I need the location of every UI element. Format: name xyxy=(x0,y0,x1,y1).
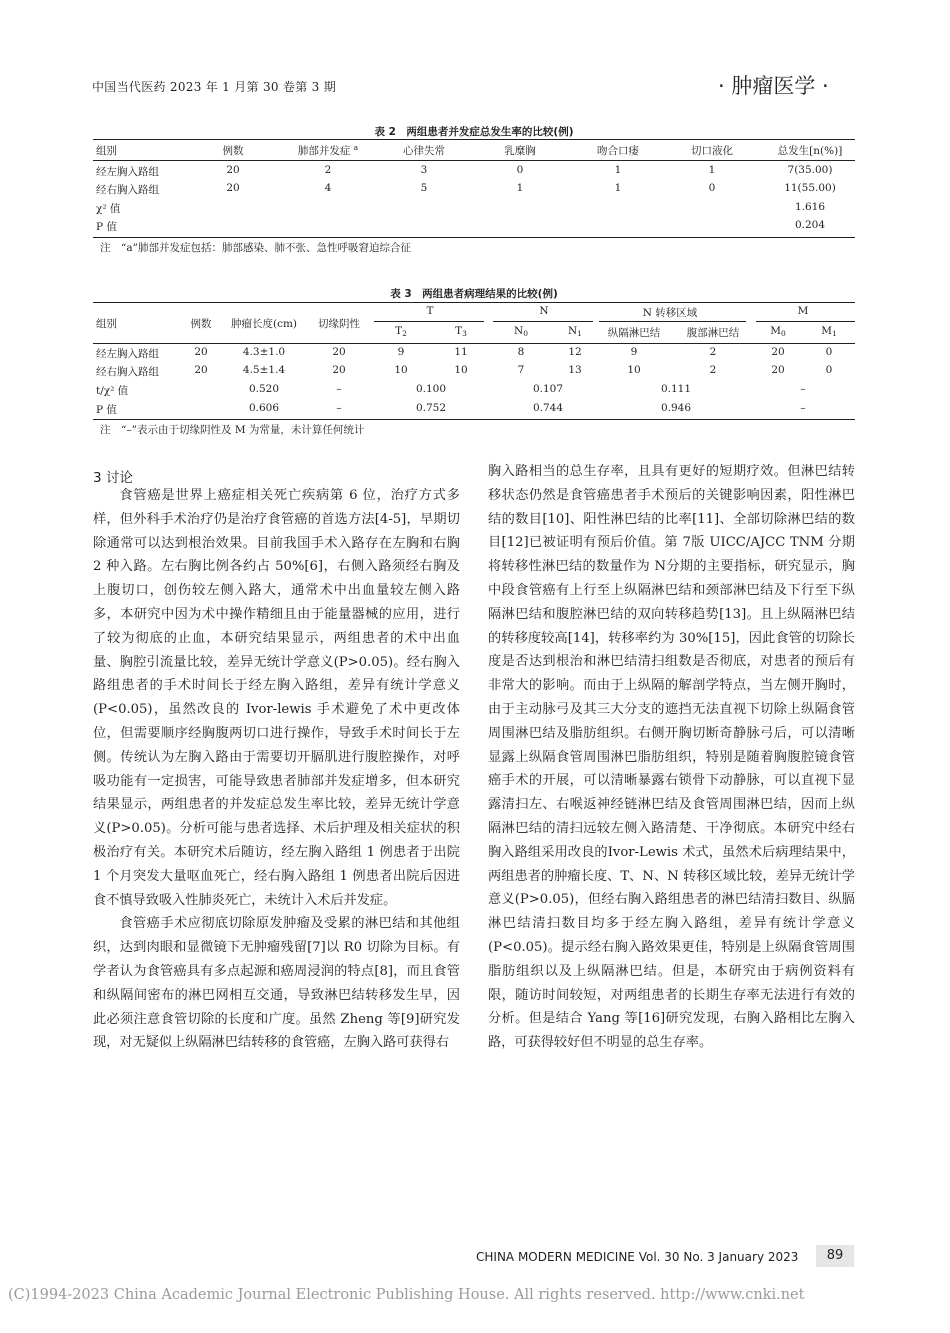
t3-r1-abdominal: 2 xyxy=(709,346,717,358)
t3-r2-abdominal: 2 xyxy=(709,364,717,376)
t3-r2-T3: 10 xyxy=(454,364,468,376)
t3-r2-N0: 7 xyxy=(517,364,525,376)
t3-p-N-region: 0.946 xyxy=(660,402,692,414)
t3-header-M: M xyxy=(797,305,809,317)
t3-stat-length: 0.520 xyxy=(248,383,280,395)
t3-r2-mediastinal: 10 xyxy=(627,364,641,376)
t3-r2-N1: 13 xyxy=(568,364,582,376)
t2-header-fistula: 吻合口瘘 xyxy=(597,145,639,157)
table-2-note: 注 “a”肺部并发症包括：肺部感染、肺不张、急性呼吸窘迫综合征 xyxy=(100,242,411,254)
t3-r1-T3: 11 xyxy=(454,346,468,358)
t2-header-pulmonary: 肺部并发症 $^a$ xyxy=(297,143,359,157)
t3-r1-M1: 0 xyxy=(825,346,833,358)
section-title: 3 讨论 xyxy=(93,470,133,486)
t3-header-T: T xyxy=(426,305,434,317)
left-column xyxy=(93,484,460,1055)
t3-r1-N1: 12 xyxy=(568,346,582,358)
t3-stat-N-region: 0.111 xyxy=(660,383,692,395)
t3-header-abdominal: 腹部淋巴结 xyxy=(686,327,740,339)
t2-header-wound: 切口液化 xyxy=(691,145,733,157)
t3-p-N: 0.744 xyxy=(532,402,564,414)
running-header-left: 中国当代医药 2023 年 1 月第 30 卷第 3 期 xyxy=(92,80,336,94)
t3-r2-length: 4.5±1.4 xyxy=(242,364,286,376)
t2-r1-wound: 1 xyxy=(708,164,716,176)
t2-r1-pulmonary: 2 xyxy=(324,164,332,176)
t3-header-mediastinal: 纵隔淋巴结 xyxy=(607,327,661,339)
t2-r1-group: 经左胸入路组 xyxy=(96,166,159,178)
t3-r1-mediastinal: 9 xyxy=(630,346,638,358)
t3-header-N1: $N_1$ xyxy=(568,325,582,338)
t3-r1-length: 4.3±1.0 xyxy=(242,346,286,358)
paragraph: 胸入路相当的总生存率，且具有更好的短期疗效。但淋巴结转移状态仍然是食管癌患者手术预后的关键影响因素，阳性淋巴结的数目[10]、阳性淋巴结的比率[11]、全部切除淋巴结的数目[12]已被证明有预后价值。第 7版 UICC/AJCC TNM 分期将转移性淋巴结的数量作为 N分期的主要指标，研究显示，胸中段食管癌有上行至上纵隔淋巴结和颈部淋巴结及下行至下纵隔淋巴结和腹腔淋巴结的双向转移趋势[13]。且上纵隔淋巴结的转移度较高[14]，转移率约为 30%[15]，因此食管的切除长度是否达到根治和淋巴结清扫组数是否彻底，对患者的预后有非常大的影响。而由于上纵隔的解剖学特点，当左侧开胸时，由于主动脉弓及其三大分支的遮挡无法直视下切除上纵隔食管周围淋巴结及脂肪组织。右侧开胸切断奇静脉弓后，可以清晰显露上纵隔食管周围淋巴脂肪组织，特别是随着胸腹腔镜食管癌手术的开展，可以清晰暴露右锁骨下动静脉，可以直视下显露清扫左、右喉返神经链淋巴结及食管周围淋巴结，因而上纵隔淋巴结的清扫远较左侧入路清楚、干净彻底。本研究中经右胸入路组采用改良的Ivor-Lewis 术式，虽然术后病理结果中，两组患者的肿瘤长度、T、N、N 转移区域比较，差异无统计学意义(P>0.05)，但经右胸入路组患者的淋巴结清扫数目、纵膈淋巴结清扫数目均多于经左胸入路组，差异有统计学意义(P<0.05)。提示经右胸入路效果更佳，特别是上纵隔食管周围脂肪组织以及上纵隔淋巴结。但是，本研究由于病例资料有限，随访时间较短，对两组患者的长期生存率无法进行有效的分析。但是结合 Yang 等[16]研究发现，右胸入路相比左胸入路，可获得较好但不明显的总生存率。 xyxy=(488,464,855,1051)
t3-header-T3: $T_3$ xyxy=(455,325,467,338)
t3-r2-M1: 0 xyxy=(825,364,833,376)
t3-stat-T: 0.100 xyxy=(415,383,447,395)
t2-r1-fistula: 1 xyxy=(614,164,622,176)
t3-header-N0: $N_0$ xyxy=(514,325,528,338)
paragraph: 食管癌是世界上癌症相关死亡疾病第 6 位，治疗方式多样，但外科手术治疗仍是治疗食管癌的首选方法[4-5]，早期切除通常可以达到根治效果。目前我国手术入路存在左胸和右胸 2 种入路。左右胸比例各约占 50%[6]，右侧入路须经右胸及上腹切口，创伤较左侧入路大，通常术中出血量较左侧入路多，本研究中因为术中操作精细且由于能量器械的应用，进行了较为彻底的止血，本研究结果显示，两组患者的术中出血量、胸腔引流量比较，差异无统计学意义(P>0.05)。经右胸入路组患者的手术时间长于经左胸入路组，差异有统计学意义(P<0.05)，虽然改良的 Ivor-lewis 手术避免了术中更改体位，但需要顺序经胸腹两切口进行操作，导致手术时间长于左侧。传统认为左胸入路由于需要切开膈肌进行腹腔操作，对呼吸功能有一定损害，可能导致患者肺部并发症增多，但本研究结果显示，两组患者的并发症总发生率比较，差异无统计学意义(P>0.05)。分析可能与患者选择、术后护理及相关症状的积极治疗有关。本研究术后随访，经左胸入路组 1 例患者于出院 1 个月突发大量呕血死亡，经右胸入路组 1 例患者出院后因进食不慎导致吸入性肺炎死亡，未统计入术后并发症。 xyxy=(93,488,460,908)
t2-header-chylothorax: 乳糜胸 xyxy=(504,145,536,157)
t2-header-group: 组别 xyxy=(96,145,117,157)
t3-p-length: 0.606 xyxy=(248,402,280,414)
t2-r2-cases: 20 xyxy=(226,182,240,194)
t2-r1-chylothorax: 0 xyxy=(516,164,524,176)
t3-p-margin: – xyxy=(336,402,342,414)
t3-r1-M0: 20 xyxy=(771,346,785,358)
t2-r2-pulmonary: 4 xyxy=(324,182,332,194)
t2-p-label: P 值 xyxy=(96,221,117,233)
t3-r2-cases: 20 xyxy=(194,364,208,376)
t3-header-M0: $M_0$ xyxy=(770,325,786,338)
t3-header-T2: $T_2$ xyxy=(395,325,407,338)
t2-r1-arrhythmia: 3 xyxy=(420,164,428,176)
page-number: 89 xyxy=(816,1245,854,1267)
t2-r2-wound: 0 xyxy=(708,182,716,194)
t2-r1-cases: 20 xyxy=(226,164,240,176)
t3-stat-label: t/χ² 值 xyxy=(96,385,129,397)
t3-r2-T2: 10 xyxy=(394,364,408,376)
copyright-notice: (C)1994-2023 China Academic Journal Electronic Publishing House. All rights reserved. http://www.cnki.net xyxy=(8,1287,805,1303)
t3-r1-cases: 20 xyxy=(194,346,208,358)
t3-p-T: 0.752 xyxy=(415,402,447,414)
t2-header-arrhythmia: 心律失常 xyxy=(403,145,445,157)
t3-r2-M0: 20 xyxy=(771,364,785,376)
paragraph: 食管癌手术应彻底切除原发肿瘤及受累的淋巴结和其他组织，达到肉眼和显微镜下无肿瘤残留[7]以 R0 切除为目标。有学者认为食管癌具有多点起源和癌周浸润的特点[8]，而且食管和纵隔间密布的淋巴网相互交通，导致淋巴结转移发生早，因此必须注意食管切除的长度和广度。虽然 Zheng 等[9]研究发现，对无疑似上纵隔淋巴结转移的食管癌，左胸入路可获得右 xyxy=(93,916,460,1051)
table-2-caption: 表 2 两组患者并发症总发生率的比较(例) xyxy=(374,126,574,138)
t3-r1-margin: 20 xyxy=(332,346,346,358)
t3-r2-margin: 20 xyxy=(332,364,346,376)
table-3-caption: 表 3 两组患者病理结果的比较(例) xyxy=(390,288,558,300)
t2-chi-value: 1.616 xyxy=(794,201,826,213)
t3-p-M: – xyxy=(800,402,806,414)
t2-r2-chylothorax: 1 xyxy=(516,182,524,194)
t3-p-label: P 值 xyxy=(96,404,117,416)
t2-p-value: 0.204 xyxy=(794,219,826,231)
t3-header-length: 肿瘤长度(cm) xyxy=(230,318,298,330)
t2-r2-group: 经右胸入路组 xyxy=(96,184,159,196)
t2-chi-label: χ² 值 xyxy=(96,203,121,215)
t2-r1-total: 7(35.00) xyxy=(787,164,833,176)
t3-r1-group: 经左胸入路组 xyxy=(96,348,159,360)
t2-r2-fistula: 1 xyxy=(614,182,622,194)
t3-r1-T2: 9 xyxy=(397,346,405,358)
t3-stat-N: 0.107 xyxy=(532,383,564,395)
t2-r2-total: 11(55.00) xyxy=(784,182,836,194)
t2-header-total: 总发生[n(%)] xyxy=(777,145,843,157)
table-3-note: 注 “–”表示由于切缘阴性及 M 为常量，未计算任何统计 xyxy=(100,424,365,436)
t3-stat-margin: – xyxy=(336,383,342,395)
t3-header-cases: 例数 xyxy=(190,318,212,330)
right-column xyxy=(488,460,855,1055)
t3-header-group: 组别 xyxy=(96,318,117,330)
t3-header-N-region: N 转移区域 xyxy=(642,307,698,319)
t3-r2-group: 经右胸入路组 xyxy=(96,366,159,378)
t3-header-M1: $M_1$ xyxy=(821,325,837,338)
t3-stat-M: – xyxy=(800,383,806,395)
t3-header-N: N xyxy=(539,305,549,317)
footer-journal: CHINA MODERN MEDICINE Vol. 30 No. 3 January 2023 xyxy=(476,1250,799,1264)
t3-r1-N0: 8 xyxy=(517,346,525,358)
t2-header-mark: a xyxy=(353,143,359,152)
t2-header-cases: 例数 xyxy=(222,145,244,157)
running-header-right: · 肿瘤医学 · xyxy=(718,74,829,98)
t2-r2-arrhythmia: 5 xyxy=(420,182,428,194)
t3-header-margin: 切缘阴性 xyxy=(318,318,360,330)
